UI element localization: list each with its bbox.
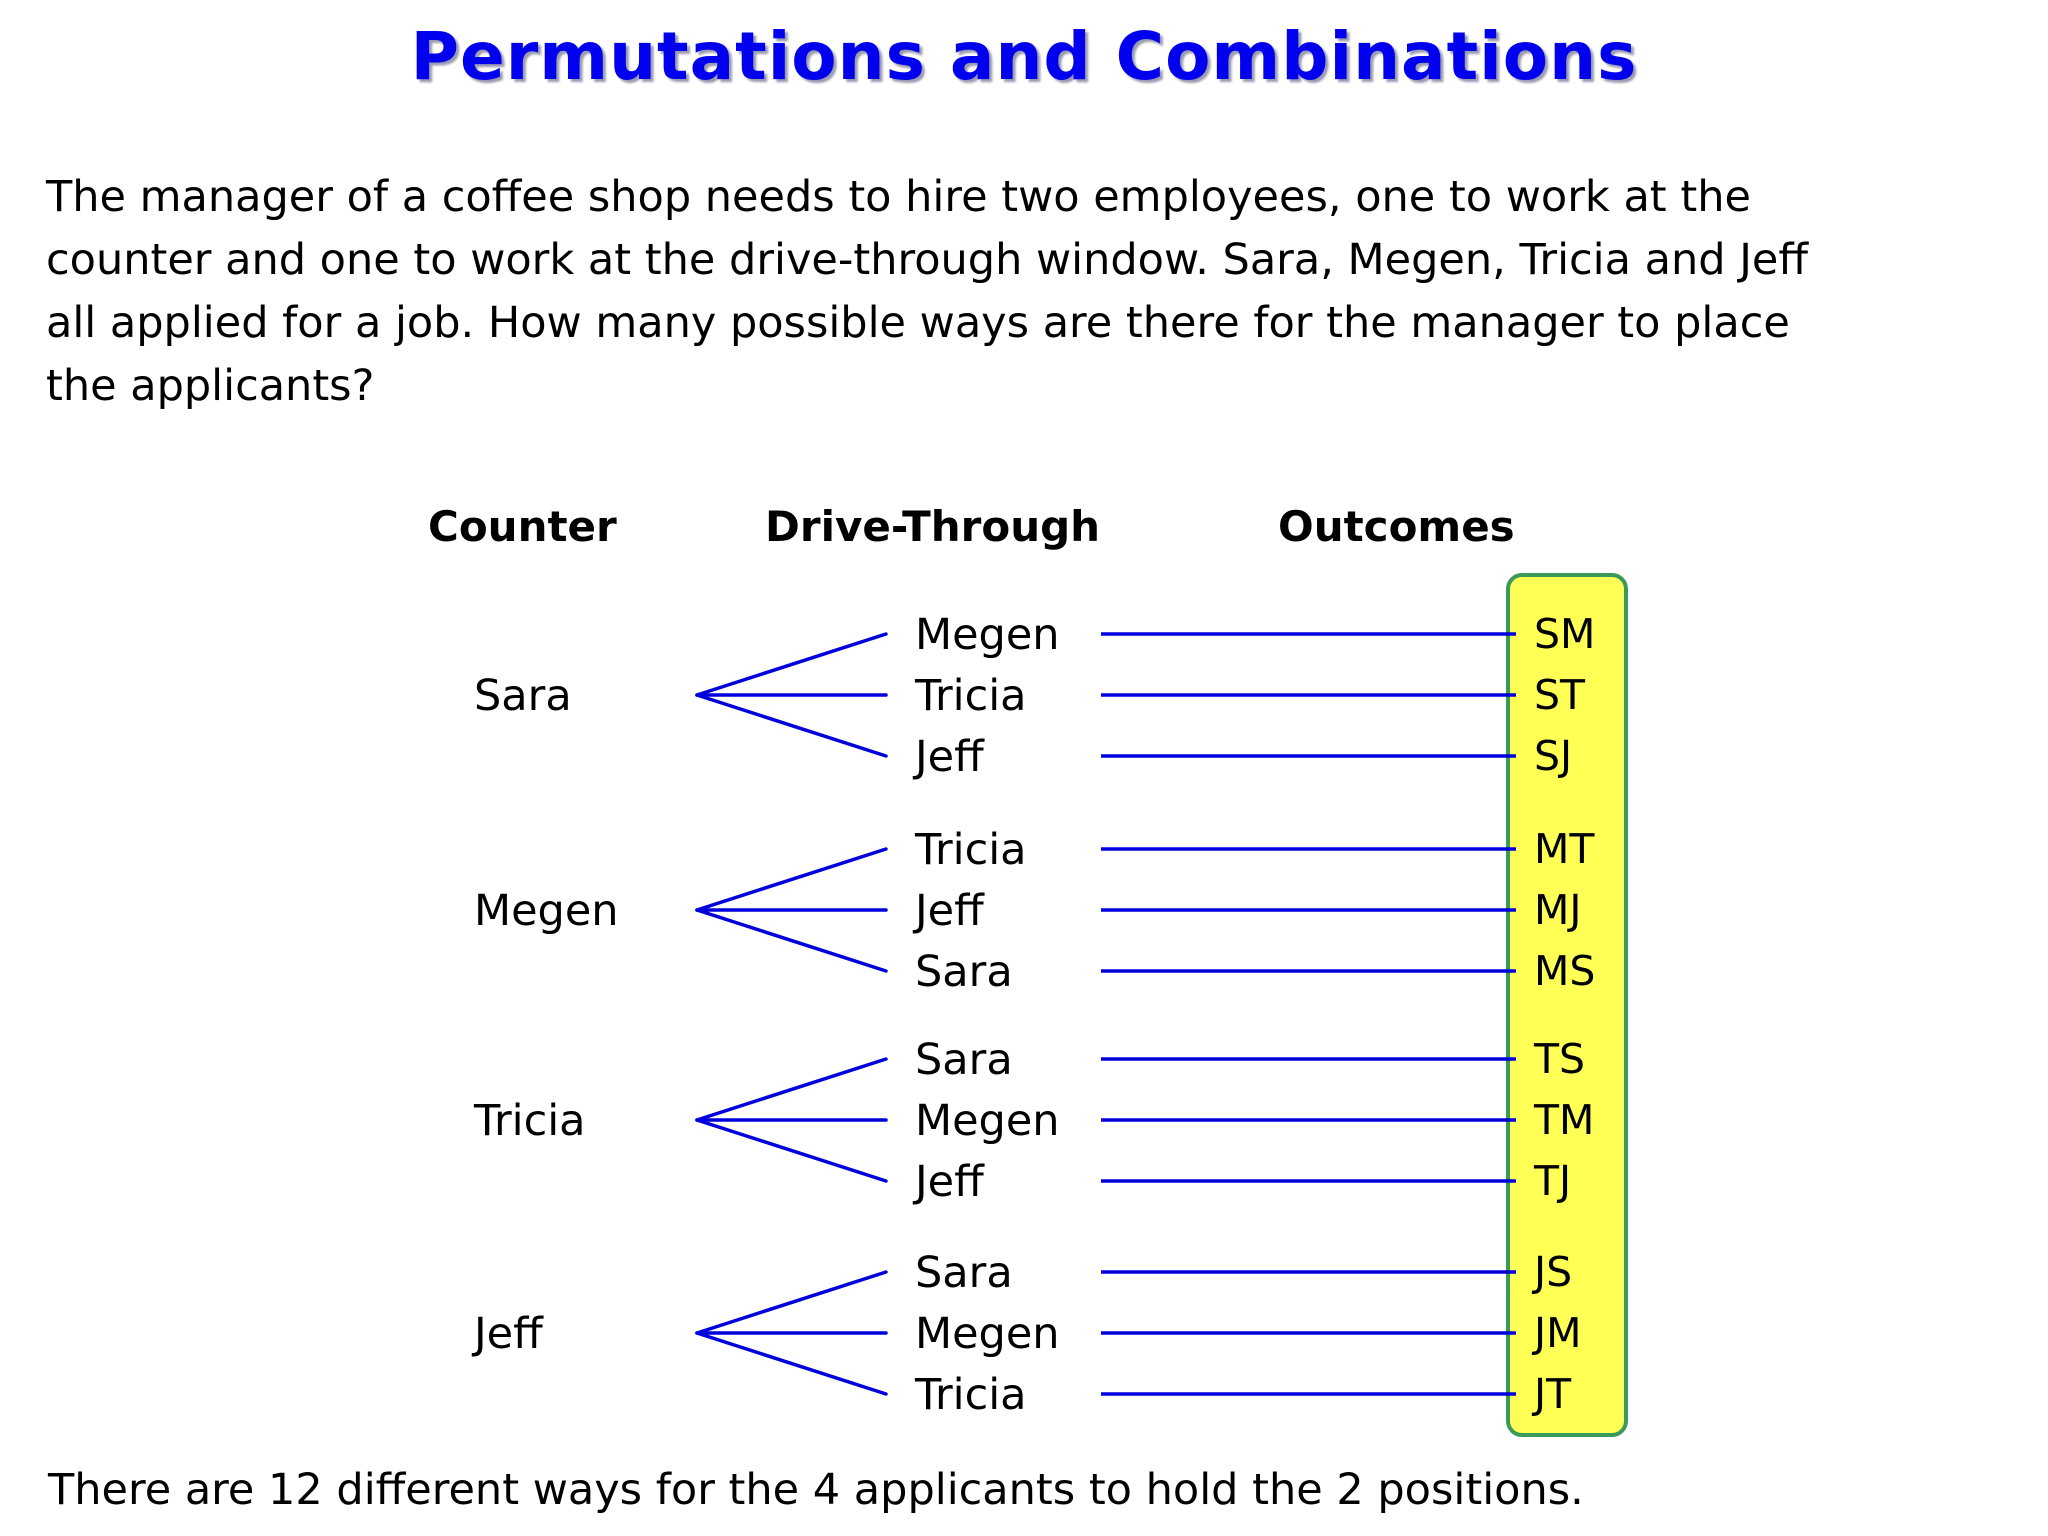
outcome-label: SJ xyxy=(1534,732,1573,780)
branch-line xyxy=(697,1333,886,1394)
drive-through-name: Megen xyxy=(915,1096,1060,1146)
drive-through-name: Megen xyxy=(915,1309,1060,1359)
counter-name: Megen xyxy=(474,886,619,936)
outcome-label: MS xyxy=(1534,947,1596,995)
header-drive-through: Drive-Through xyxy=(765,502,1101,551)
header-counter: Counter xyxy=(428,502,617,551)
page-title: Permutations and Combinations xyxy=(410,18,1638,95)
drive-through-name: Tricia xyxy=(915,671,1027,721)
drive-through-name: Jeff xyxy=(915,886,984,936)
branch-line xyxy=(697,849,886,910)
drive-through-name: Sara xyxy=(915,947,1013,997)
outcome-label: MT xyxy=(1534,825,1595,873)
counter-name: Jeff xyxy=(474,1309,543,1359)
branch-line xyxy=(697,634,886,695)
outcome-label: SM xyxy=(1534,610,1596,658)
problem-statement: The manager of a coffee shop needs to hire two employees, one to work at the counter and one to work at the drive-through window. Sara, Megen, Tricia and Jeff all applied for a job. How many possible ways are there for the manager to place the applicants? xyxy=(46,172,1808,411)
outcome-label: JM xyxy=(1534,1309,1582,1357)
outcome-label: ST xyxy=(1534,671,1586,719)
counter-name: Tricia xyxy=(474,1096,586,1146)
drive-through-name: Tricia xyxy=(915,1370,1027,1420)
outcome-label: MJ xyxy=(1534,886,1582,934)
branch-line xyxy=(697,1120,886,1181)
conclusion-text: There are 12 different ways for the 4 applicants to hold the 2 positions. xyxy=(48,1465,1584,1515)
header-outcomes: Outcomes xyxy=(1278,502,1515,551)
outcome-label: TJ xyxy=(1534,1157,1572,1205)
drive-through-name: Megen xyxy=(915,610,1060,660)
branch-line xyxy=(697,1272,886,1333)
outcome-label: JT xyxy=(1534,1370,1572,1418)
branch-line xyxy=(697,910,886,971)
drive-through-name: Tricia xyxy=(915,825,1027,875)
drive-through-name: Sara xyxy=(915,1035,1013,1085)
tree-labels xyxy=(471,610,1595,1420)
branch-line xyxy=(697,1059,886,1120)
outcome-label: TM xyxy=(1534,1096,1595,1144)
drive-through-name: Sara xyxy=(915,1248,1013,1298)
branch-line xyxy=(697,695,886,756)
drive-through-name: Jeff xyxy=(915,732,984,782)
counter-name: Sara xyxy=(474,671,572,721)
branch-lines xyxy=(697,634,1516,1394)
outcome-label: JS xyxy=(1534,1248,1573,1296)
outcome-label: TS xyxy=(1534,1035,1586,1083)
drive-through-name: Jeff xyxy=(915,1157,984,1207)
